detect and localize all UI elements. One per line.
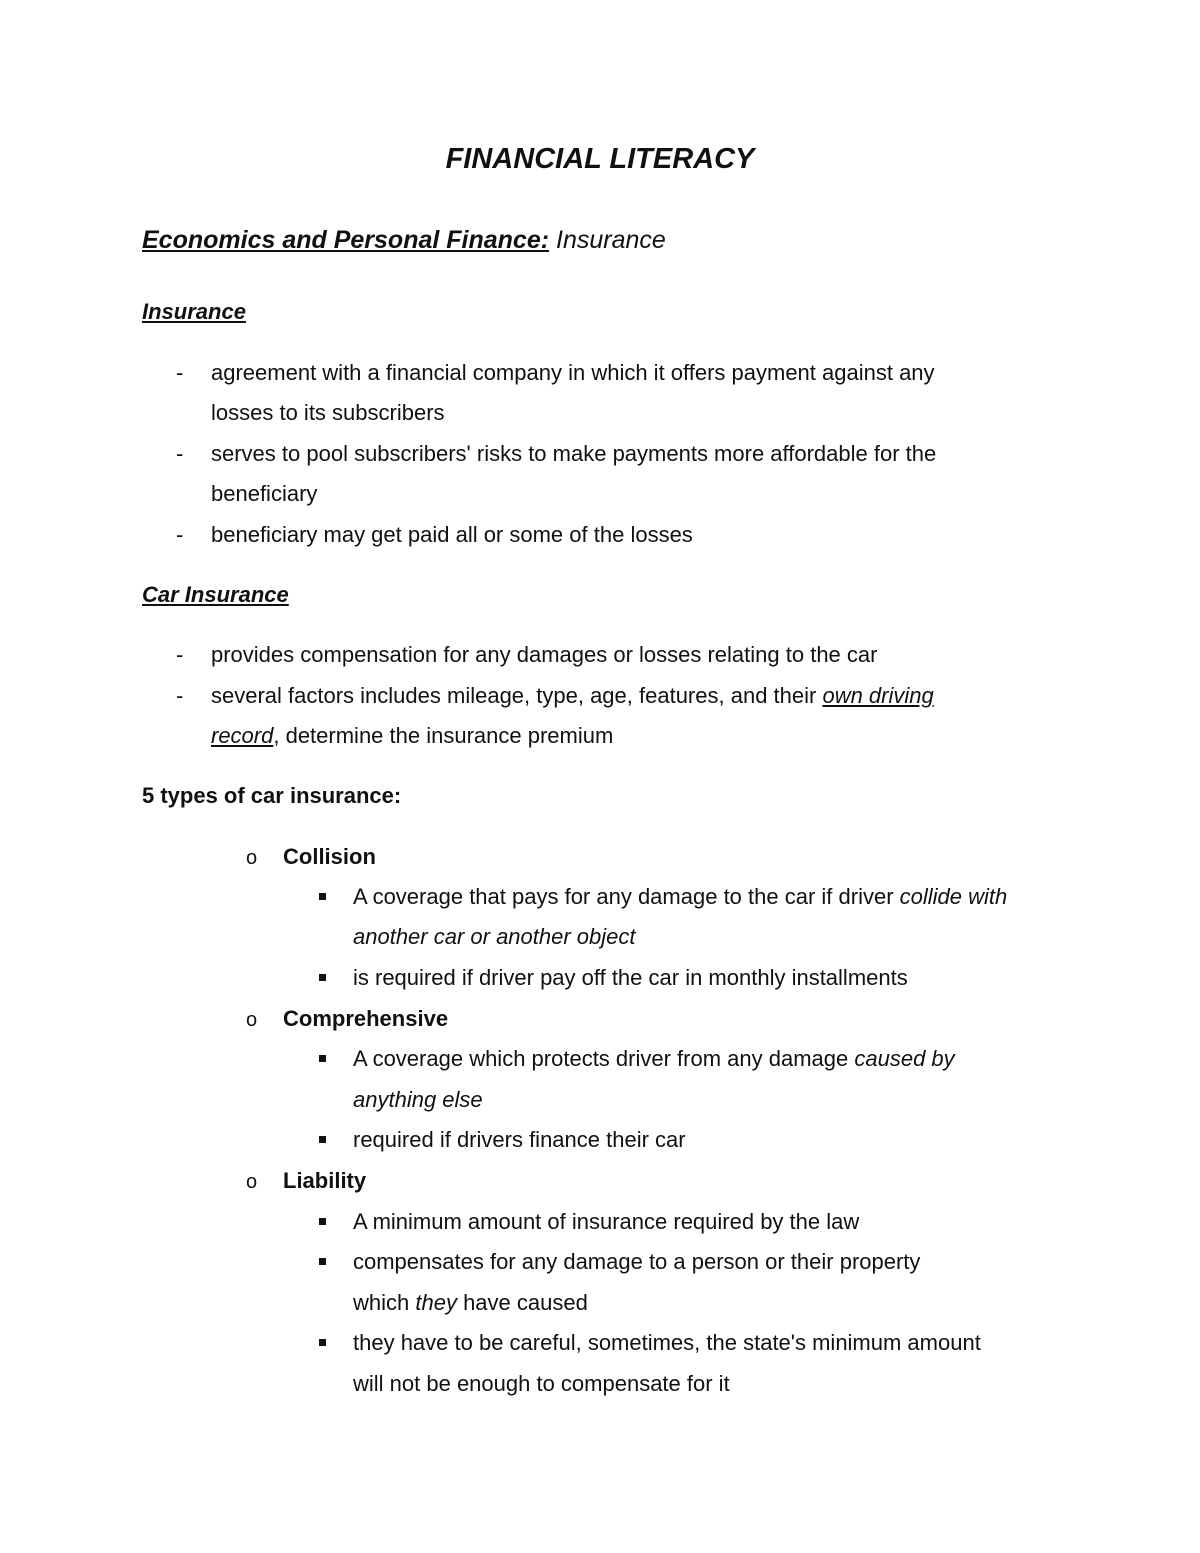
dash-bullet: - [176, 441, 184, 466]
comprehensive-bullet-1-line-1 [353, 1045, 955, 1073]
circle-bullet: o [246, 1009, 258, 1031]
comprehensive-bullet-1-text: A coverage which protects driver from any damage [353, 1046, 855, 1071]
liability-bullet-2-line-2 [353, 1289, 588, 1317]
dash-bullet: - [176, 683, 184, 708]
page-title: FINANCIAL LITERACY [445, 143, 755, 175]
dash-bullet: - [176, 360, 184, 385]
comprehensive-bullet-1-line-2: anything else [353, 1087, 483, 1112]
dash-bullet: - [176, 642, 184, 667]
liability-bullet-2-pre: which [353, 1290, 416, 1315]
collision-bullet-1-line-2: another car or another object [353, 924, 636, 949]
square-bullet [319, 1055, 326, 1062]
insurance-item-1-line-2: losses to its subscribers [211, 400, 445, 425]
collision-bullet-1-text: A coverage that pays for any damage to the car if driver [353, 884, 900, 909]
insurance-item-3-line-1: beneficiary may get paid all or some of the losses [211, 522, 693, 547]
section-subheading [142, 224, 666, 256]
car-insurance-heading: Car Insurance [142, 582, 289, 607]
liability-bullet-2-post: have caused [456, 1290, 588, 1315]
own-driving-emphasis: own driving [822, 683, 934, 708]
collision-bullet-2: is required if driver pay off the car in monthly installments [353, 965, 908, 990]
car-insurance-item-2-line-1 [211, 682, 934, 710]
circle-bullet: o [246, 1171, 258, 1193]
square-bullet [319, 1136, 326, 1143]
liability-bullet-2-line-1: compensates for any damage to a person or their property [353, 1249, 921, 1274]
circle-bullet: o [246, 847, 258, 869]
insurance-item-2-line-2: beneficiary [211, 481, 318, 506]
insurance-heading: Insurance [142, 299, 246, 324]
collision-bullet-1-line-1 [353, 883, 1007, 911]
square-bullet [319, 974, 326, 981]
square-bullet [319, 1218, 326, 1225]
insurance-item-1-line-1: agreement with a financial company in which it offers payment against any [211, 360, 935, 385]
car-insurance-item-1-line-1: provides compensation for any damages or losses relating to the car [211, 642, 878, 667]
square-bullet [319, 1258, 326, 1265]
record-emphasis: record [211, 723, 274, 748]
square-bullet [319, 893, 326, 900]
liability-bullet-1: A minimum amount of insurance required by the law [353, 1209, 860, 1234]
subheading-main: Economics and Personal Finance: [142, 226, 550, 254]
types-heading: 5 types of car insurance: [142, 783, 402, 808]
collision-bullet-1-emphasis: collide with [899, 884, 1008, 909]
dash-bullet: - [176, 522, 184, 547]
liability-bullet-3-line-1: they have to be careful, sometimes, the state's minimum amount [353, 1330, 981, 1355]
comprehensive-bullet-2: required if drivers finance their car [353, 1127, 686, 1152]
square-bullet [319, 1339, 326, 1346]
subheading-topic: Insurance [556, 226, 666, 254]
comprehensive-bullet-1-emphasis: caused by [854, 1046, 955, 1071]
liability-label: Liability [283, 1168, 367, 1193]
car-insurance-item-2-line-2 [211, 722, 613, 750]
car-insurance-item-2-text: several factors includes mileage, type, age, features, and their [211, 683, 823, 708]
comprehensive-label: Comprehensive [283, 1006, 449, 1031]
liability-bullet-3-line-2: will not be enough to compensate for it [353, 1371, 730, 1396]
collision-label: Collision [283, 844, 376, 869]
they-emphasis: they [415, 1290, 457, 1315]
insurance-item-2-line-1: serves to pool subscribers' risks to make payments more affordable for the [211, 441, 937, 466]
car-insurance-item-2-tail: , determine the insurance premium [273, 723, 614, 748]
